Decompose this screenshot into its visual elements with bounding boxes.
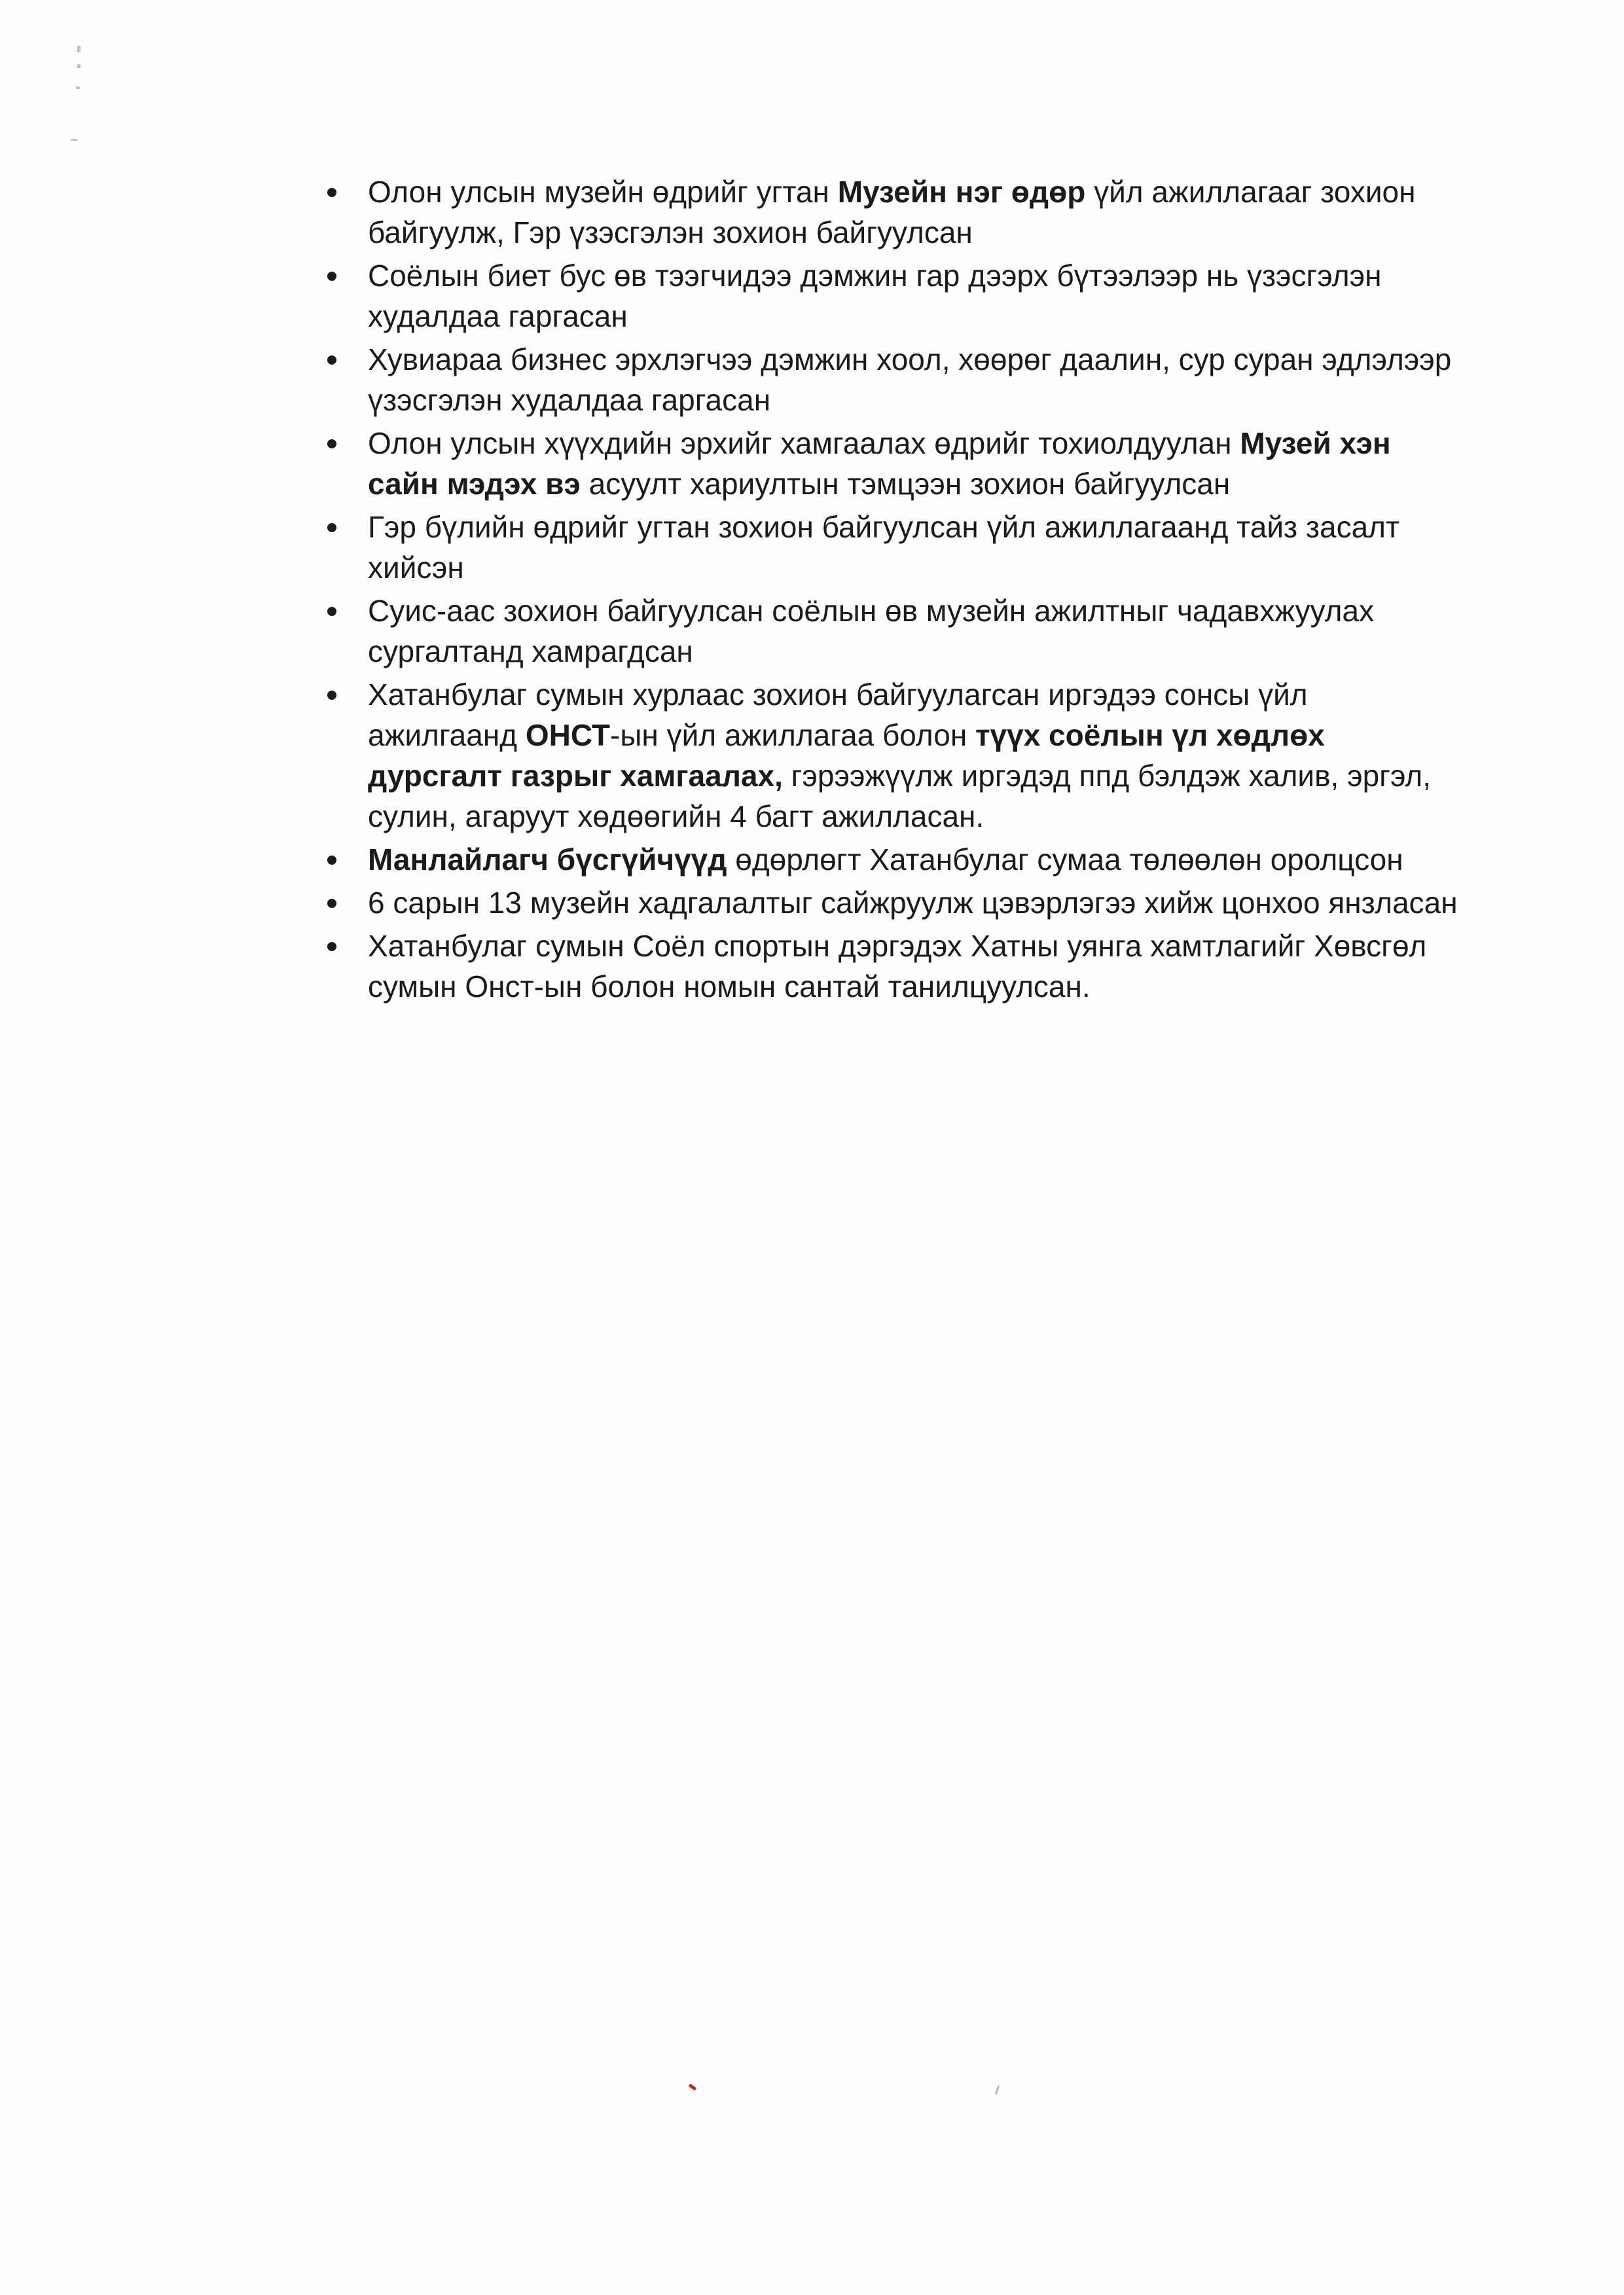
text-segment: Хатанбулаг сумын хурлаас зохион байгуулагсан иргэдээ сонсы үйл ажилгаанд bbox=[368, 678, 1308, 752]
text-segment: асуулт хариултын тэмцээн зохион байгуулсан bbox=[580, 467, 1231, 501]
text-segment: Соёлын биет бус өв тээгчидээ дэмжин гар дээрх бүтээлээр нь үзэсгэлэн худалдаа гаргасан bbox=[368, 259, 1382, 333]
bold-text-segment: ОНСТ bbox=[525, 718, 611, 752]
text-segment: Олон улсын музейн өдрийг угтан bbox=[368, 175, 838, 209]
bullet-item bbox=[322, 590, 1461, 672]
text-segment: Хатанбулаг сумын Соёл спортын дэргэдэх Хатны уянга хамтлагийг Хөвсгөл сумын Онст-ын болон номын сантай танилцуулсан. bbox=[368, 929, 1427, 1003]
bullet-item bbox=[322, 839, 1461, 880]
bullet-dot-icon bbox=[327, 188, 336, 197]
bullet-item bbox=[322, 423, 1461, 504]
bullet-dot-icon bbox=[327, 607, 336, 616]
scan-speck bbox=[77, 46, 81, 52]
bullet-dot-icon bbox=[327, 691, 336, 700]
activity-bullet-list bbox=[322, 172, 1461, 1009]
text-segment: үйл ажиллагааг зохион байгуулж, Гэр үзэсгэлэн зохион байгуулсан bbox=[368, 175, 1416, 249]
scan-speck bbox=[995, 2086, 1000, 2095]
bullet-dot-icon bbox=[327, 439, 336, 448]
text-segment: Хувиараа бизнес эрхлэгчээ дэмжин хоол, хөөрөг даалин, сур суран эдлэлээр үзэсгэлэн худалдаа гаргасан bbox=[368, 342, 1452, 417]
bullet-item bbox=[322, 882, 1461, 923]
bullet-dot-icon bbox=[327, 942, 336, 951]
scan-speck bbox=[77, 64, 81, 68]
text-segment: өдөрлөгт Хатанбулаг сумаа төлөөлөн оролцсон bbox=[727, 842, 1403, 876]
text-segment: Гэр бүлийн өдрийг угтан зохион байгуулсан үйл ажиллагаанд тайз засалт хийсэн bbox=[368, 510, 1400, 585]
scan-speck bbox=[76, 86, 80, 89]
bold-text-segment: Музей хэн сайн мэдэх вэ bbox=[368, 426, 1391, 501]
text-segment: -ын үйл ажиллагаа болон bbox=[610, 718, 975, 752]
bullet-item bbox=[322, 507, 1461, 588]
bullet-item bbox=[322, 674, 1461, 837]
bullet-item bbox=[322, 926, 1461, 1007]
bullet-dot-icon bbox=[327, 272, 336, 281]
text-segment: гэрээжүүлж иргэдэд ппд бэлдэж халив, эргэл, сулин, агаруут хөдөөгийн 4 багт ажилласан. bbox=[368, 759, 1432, 833]
bold-text-segment: Музейн нэг өдөр bbox=[837, 175, 1086, 209]
bullet-dot-icon bbox=[327, 523, 336, 532]
bold-text-segment: Манлайлагч бүсгүйчүүд bbox=[368, 842, 727, 876]
text-segment: Суис-аас зохион байгуулсан соёлын өв музейн ажилтныг чадавхжуулах сургалтанд хамрагдсан bbox=[368, 594, 1375, 668]
bullet-item bbox=[322, 172, 1461, 253]
text-segment: 6 сарын 13 музейн хадгалалтыг сайжруулж цэвэрлэгээ хийж цонхоо янзласан bbox=[368, 886, 1458, 920]
scan-speck bbox=[71, 139, 77, 141]
bullet-dot-icon bbox=[327, 899, 336, 908]
bullet-dot-icon bbox=[327, 856, 336, 865]
text-segment: Олон улсын хүүхдийн эрхийг хамгаалах өдрийг тохиолдуулан bbox=[368, 426, 1240, 460]
bullet-dot-icon bbox=[327, 355, 336, 365]
bullet-item bbox=[322, 255, 1461, 336]
bold-text-segment: түүх соёлын үл хөдлөх дурсгалт газрыг хамгаалах, bbox=[368, 718, 1325, 793]
ink-speck bbox=[689, 2084, 697, 2091]
bullet-item bbox=[322, 339, 1461, 420]
